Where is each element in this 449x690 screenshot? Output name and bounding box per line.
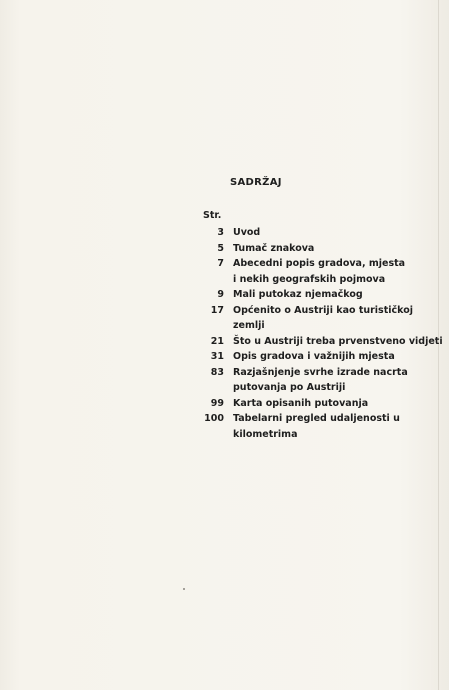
toc-entry xyxy=(0,365,449,396)
paper-speck xyxy=(183,588,185,590)
toc-entry-title xyxy=(233,411,428,442)
toc-entry xyxy=(0,256,449,287)
toc-entry-line: Karta opisanih putovanja xyxy=(233,397,369,409)
toc-page-number: 9 xyxy=(217,289,224,300)
toc-entry-line: Tumač znakova xyxy=(233,242,315,254)
toc-entry-line: i nekih geografskih pojmova xyxy=(233,273,386,285)
toc-entry xyxy=(0,334,449,350)
toc-page-number: 3 xyxy=(217,227,224,238)
toc-entry-line: putovanja po Austriji xyxy=(233,382,346,393)
toc-entry-title xyxy=(233,256,428,287)
page-column-label: Str. xyxy=(203,210,222,221)
toc-entry-line: Što u Austriji treba prvenstveno vidjeti xyxy=(233,335,443,347)
toc-entry-title xyxy=(233,334,443,350)
toc-page-number: 21 xyxy=(210,335,224,347)
toc-entry-line: zemlji xyxy=(233,320,265,331)
toc-page-number: 7 xyxy=(217,258,224,269)
toc-entry-line: Abecedni popis gradova, mjesta xyxy=(233,258,406,269)
toc-entry-title xyxy=(233,225,428,241)
toc-page-number: 17 xyxy=(210,304,224,316)
toc-entry xyxy=(0,241,449,257)
toc-entry-line: Opis gradova i važnijih mjesta xyxy=(233,351,395,362)
toc-entry-title xyxy=(233,241,428,257)
toc-entry-title xyxy=(233,287,428,303)
page-title: SADRŽAJ xyxy=(230,177,282,188)
toc-entry xyxy=(0,303,449,334)
toc-entry xyxy=(0,225,449,241)
toc-entry xyxy=(0,411,449,442)
toc-page-number: 31 xyxy=(210,351,224,362)
toc-entry xyxy=(0,287,449,303)
toc-entry xyxy=(0,396,449,412)
toc-entry-line: Općenito o Austriji kao turističkoj xyxy=(233,304,413,316)
toc-entry-line: Mali putokaz njemačkog xyxy=(233,289,363,300)
toc-entry-line: kilometrima xyxy=(233,428,298,440)
toc-entry-line: Tabelarni pregled udaljenosti u xyxy=(233,413,400,424)
toc-entry-line: Uvod xyxy=(233,227,261,238)
toc-entry-title xyxy=(233,349,428,365)
toc-page-number: 99 xyxy=(210,397,224,409)
toc-entry-title xyxy=(233,396,428,412)
table-of-contents xyxy=(0,225,449,442)
toc-entry-title xyxy=(233,365,428,396)
toc-entry-line: Razjašnjenje svrhe izrade nacrta xyxy=(233,366,408,378)
toc-entry-title xyxy=(233,303,428,334)
toc-page-number: 5 xyxy=(217,242,224,254)
toc-page-number: 83 xyxy=(210,366,224,378)
toc-page-number: 100 xyxy=(204,413,224,424)
toc-entry xyxy=(0,349,449,365)
